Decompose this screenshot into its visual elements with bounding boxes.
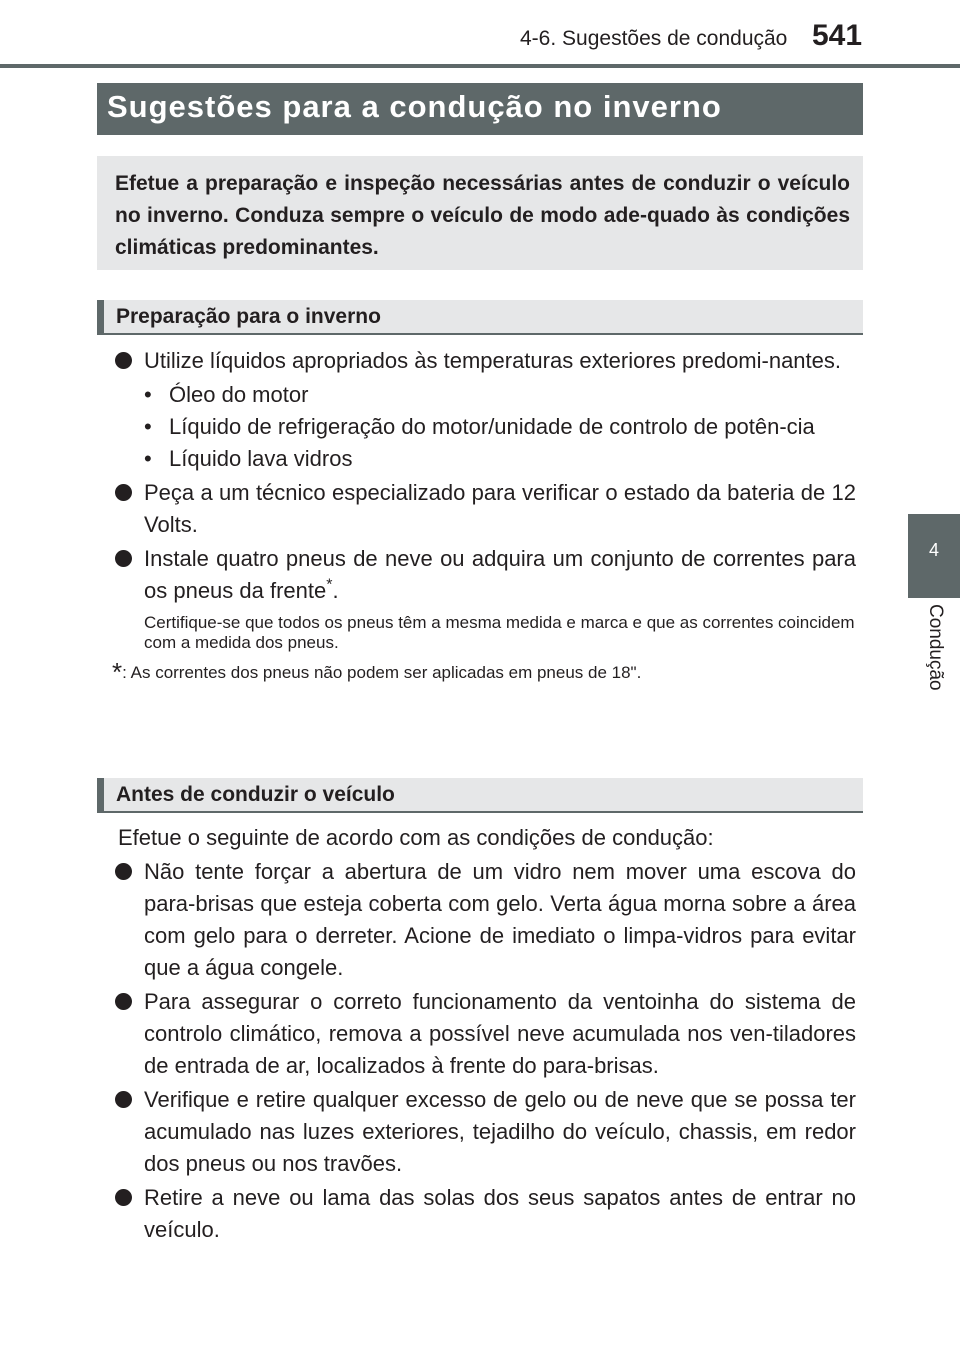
bullet-text: Peça a um técnico especializado para verificar o estado da bateria de 12 Volts.	[144, 480, 856, 537]
list-item	[112, 477, 856, 541]
bullet-icon	[115, 1189, 132, 1206]
running-header: 4-6. Sugestões de condução	[520, 27, 788, 50]
header-rule	[0, 64, 960, 68]
footnote-marker: *	[112, 657, 123, 687]
page-title: Sugestões para a condução no inverno	[107, 89, 722, 124]
section-before-driving-content	[112, 822, 856, 1248]
bullet-text: Não tente forçar a abertura de um vidro nem mover uma escova do para-brisas que esteja coberta com gelo. Verta água morna sobre a área com gelo para o derreter. Acione de imediato o limpa-vidros para evitar que a água congele.	[144, 859, 856, 980]
sub-item-text: Óleo do motor	[169, 382, 309, 407]
sub-list-item	[112, 411, 856, 443]
section-heading-text: Antes de conduzir o veículo	[116, 783, 395, 806]
bullet-icon	[115, 1091, 132, 1108]
list-item	[112, 1182, 856, 1246]
list-item	[112, 345, 856, 377]
list-item	[112, 543, 856, 607]
section-heading-text: Preparação para o inverno	[116, 305, 381, 328]
sub-list-item	[112, 443, 856, 475]
bullet-icon	[115, 484, 132, 501]
footnote-text: : As correntes dos pneus não podem ser aplicadas em pneus de 18".	[122, 663, 642, 682]
small-bullet-icon: •	[144, 382, 152, 407]
section-heading-before-driving	[97, 778, 863, 813]
bullet-icon	[115, 550, 132, 567]
page-number: 541	[812, 19, 863, 52]
bullet-icon	[115, 993, 132, 1010]
lead-text: Efetue o seguinte de acordo com as condições de condução:	[118, 825, 714, 850]
note-text: Certifique-se que todos os pneus têm a mesma medida e marca e que as correntes coincidem com a medida dos pneus.	[144, 613, 855, 652]
page-title-bar	[97, 83, 863, 135]
section-preparation-content	[112, 345, 856, 687]
footnote-marker: *	[326, 576, 333, 594]
bullet-text: Verifique e retire qualquer excesso de gelo ou de neve que se possa ter acumulado nas luzes exteriores, tejadilho do veículo, chassis, em redor dos pneus ou nos travões.	[144, 1087, 856, 1176]
list-item	[112, 986, 856, 1082]
bullet-end: .	[332, 578, 339, 603]
chapter-tab	[908, 514, 960, 598]
bullet-icon	[115, 863, 132, 880]
bullet-text: Para assegurar o correto funcionamento da ventoinha do sistema de controlo climático, remova a possível neve acumulada nos ven-tiladores de entrada de ar, localizados à frente do para-brisas.	[144, 989, 856, 1078]
footnote	[112, 657, 856, 687]
bullet-text: Utilize líquidos apropriados às temperaturas exteriores predomi-nantes.	[144, 348, 842, 373]
chapter-label: Condução	[925, 604, 946, 691]
bullet-icon	[115, 352, 132, 369]
sub-item-text: Líquido de refrigeração do motor/unidade de controlo de potên-cia	[169, 414, 815, 439]
small-bullet-icon: •	[144, 414, 152, 439]
sub-list-item	[112, 379, 856, 411]
bullet-text: Instale quatro pneus de neve ou adquira um conjunto de correntes para os pneus da frente	[144, 546, 856, 603]
small-bullet-icon: •	[144, 446, 152, 471]
section-heading-preparation	[97, 300, 863, 335]
bullet-text: Retire a neve ou lama das solas dos seus sapatos antes de entrar no veículo.	[144, 1185, 856, 1242]
intro-box	[97, 156, 863, 270]
list-item	[112, 856, 856, 984]
list-item	[112, 1084, 856, 1180]
chapter-number: 4	[928, 540, 939, 560]
intro-text: Efetue a preparação e inspeção necessárias antes de conduzir o veículo no inverno. Conduza sempre o veículo de modo ade-quado às condições climáticas predominantes.	[115, 172, 850, 259]
sub-item-text: Líquido lava vidros	[169, 446, 353, 471]
